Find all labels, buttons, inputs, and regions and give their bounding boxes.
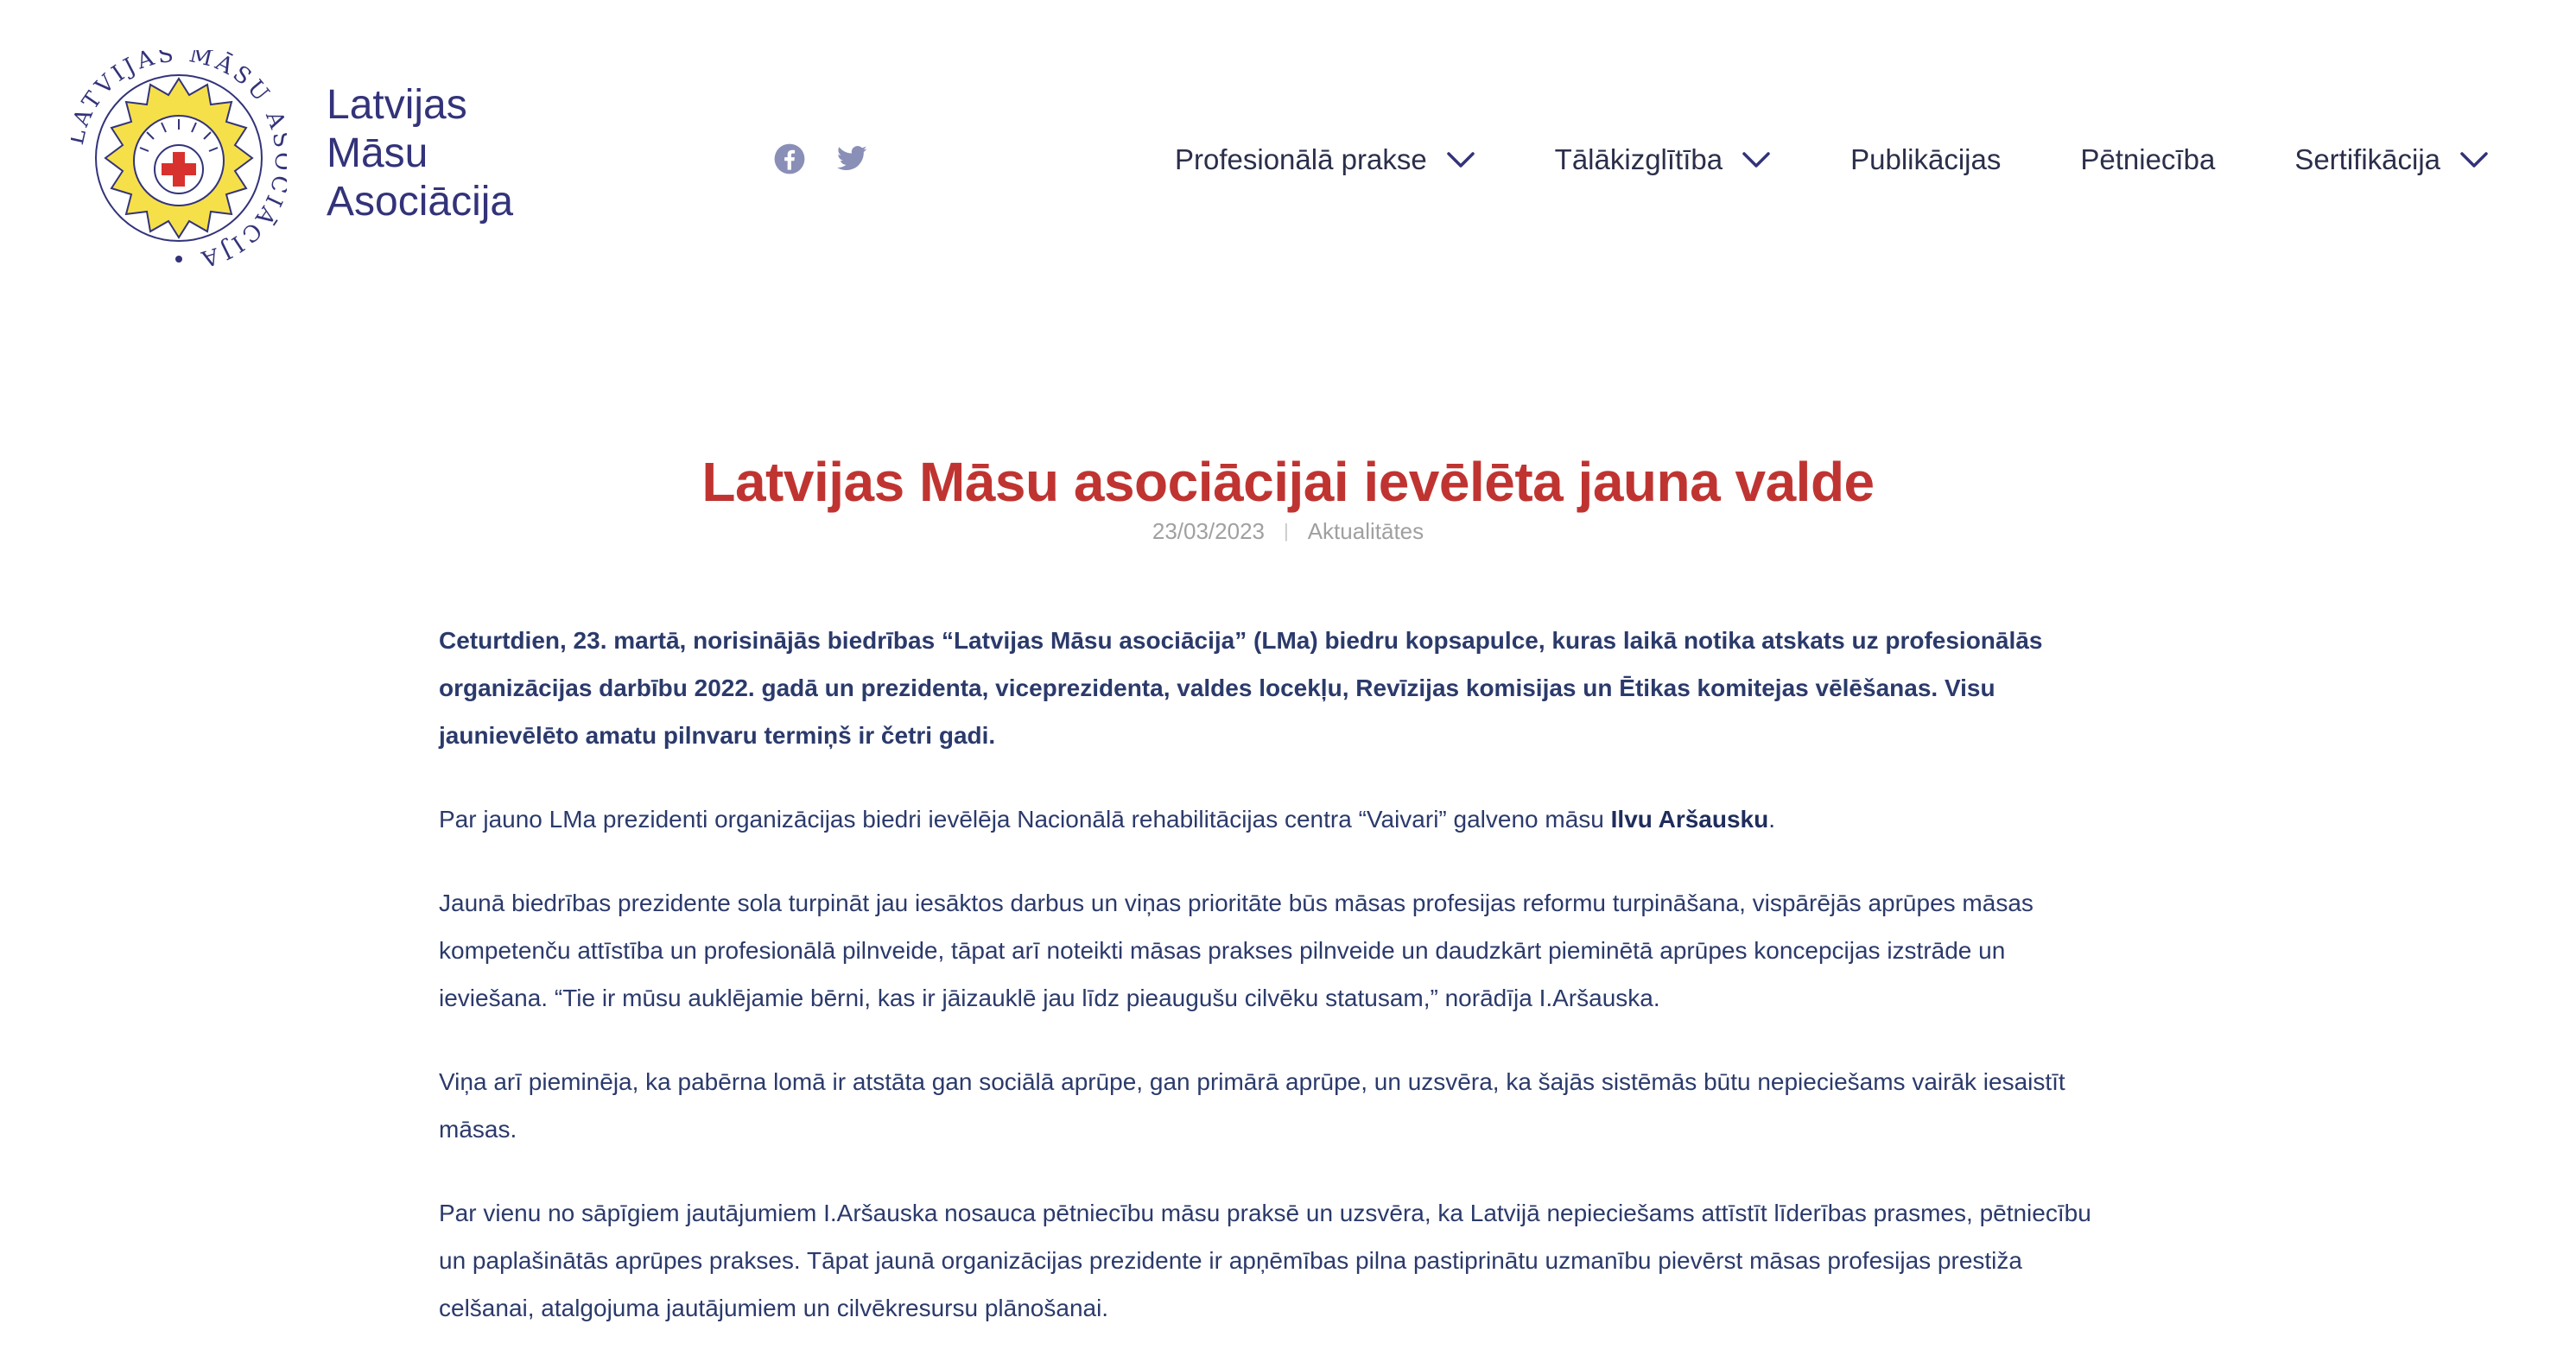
chevron-down-icon[interactable] xyxy=(1742,150,1771,169)
twitter-icon xyxy=(835,142,868,175)
facebook-link[interactable] xyxy=(773,142,806,175)
social-links xyxy=(773,142,868,175)
association-emblem-icon xyxy=(71,50,287,266)
chevron-down-icon[interactable] xyxy=(2459,150,2489,169)
article-body xyxy=(439,617,2097,1368)
nav-item-label: Pētniecība xyxy=(2080,143,2216,175)
article-paragraph xyxy=(439,795,2097,843)
nav-item-label: Publikācijas xyxy=(1850,143,2002,175)
brand-line-3: Asociācija xyxy=(327,179,514,225)
paragraph-text: Par jauno LMa prezidenti organizācijas biedri ievēlēja Nacionālā rehabilitācijas centra “Vaivari” galveno māsu xyxy=(439,806,1611,833)
article-paragraph: Viņa arī pieminēja, ka pabērna lomā ir atstāta gan sociālā aprūpe, gan primārā aprūpe, un uzsvēra, ka šajās sistēmās būtu nepieciešams vairāk iesaistīt māsas. xyxy=(439,1068,2065,1143)
facebook-icon xyxy=(773,142,806,175)
paragraph-text: . xyxy=(1768,806,1776,833)
main-navigation xyxy=(1175,138,2471,181)
article-paragraph: Jaunā biedrības prezidente sola turpināt jau iesāktos darbus un viņas prioritāte būs māsas profesijas reformu turpināšana, vispārējās aprūpes māsas kompetenču attīstība un profesionālā pilnveide, tāpat arī noteikti māsas prakses pilnveide un daudzkārt pieminētā aprūpes koncepcijas izstrāde un ieviešana. “Tie ir mūsu auklējamie bērni, kas ir jāizauklē jau līdz pieaugušu cilvēku statusam,” norādīja I.Aršauska. xyxy=(439,890,2034,1011)
article-meta xyxy=(0,518,2576,545)
nav-item-petnieciba[interactable] xyxy=(2080,143,2215,176)
article-paragraph: Par vienu no sāpīgiem jautājumiem I.Aršauska nosauca pētniecību māsu praksē un uzsvēra, ka Latvijā nepieciešams attīstīt līderības prasmes, pētniecību un paplašinātās aprūpes prakses. Tāpat jaunā organizācijas prezidente ir apņēmības pilna pastiprinātu uzmanību pievērst māsas profesijas prestiža celšanai, atalgojuma jautājumiem un cilvēkresursu plānošanai. xyxy=(439,1200,2091,1321)
nav-item-profesionala-prakse[interactable] xyxy=(1175,143,1475,176)
site-header xyxy=(0,0,2576,320)
nav-item-sertifikacija[interactable] xyxy=(2294,143,2489,176)
article-title: Latvijas Māsu asociācijai ievēlēta jauna valde xyxy=(701,450,1875,513)
twitter-link[interactable] xyxy=(835,142,868,175)
article-category-link[interactable]: Aktualitātes xyxy=(1307,518,1424,544)
nav-item-publikacijas[interactable] xyxy=(1850,143,2001,176)
article-lead-paragraph: Ceturtdien, 23. martā, norisinājās biedrības “Latvijas Māsu asociācija” (LMa) biedru kopsapulce, kuras laikā notika atskats uz profesionālās organizācijas darbību 2022. gadā un prezidenta, viceprezidenta, valdes locekļu, Revīzijas komisijas un Ētikas komitejas vēlēšanas. Visu jaunievēlēto amatu pilnvaru termiņš ir četri gadi. xyxy=(439,627,2043,749)
brand-line-2: Māsu xyxy=(327,130,428,176)
nav-item-talakizglitiba[interactable] xyxy=(1555,143,1771,176)
nav-item-label: Sertifikācija xyxy=(2294,143,2441,175)
nav-item-label: Tālākizglītība xyxy=(1554,143,1723,175)
brand-line-1: Latvijas xyxy=(327,82,467,128)
svg-text:LATVIJAS MĀSU ASOCIĀCIJA: ATVIJAS MĀSU IĀCIJA xyxy=(71,50,287,266)
logo[interactable] xyxy=(71,50,287,266)
meta-separator: | xyxy=(1284,520,1289,542)
president-name: Ilvu Aršausku xyxy=(1610,806,1769,833)
chevron-down-icon[interactable] xyxy=(1446,150,1475,169)
article-date: 23/03/2023 xyxy=(1152,518,1265,544)
brand-name[interactable] xyxy=(327,81,513,226)
nav-item-label: Profesionālā prakse xyxy=(1175,143,1427,175)
